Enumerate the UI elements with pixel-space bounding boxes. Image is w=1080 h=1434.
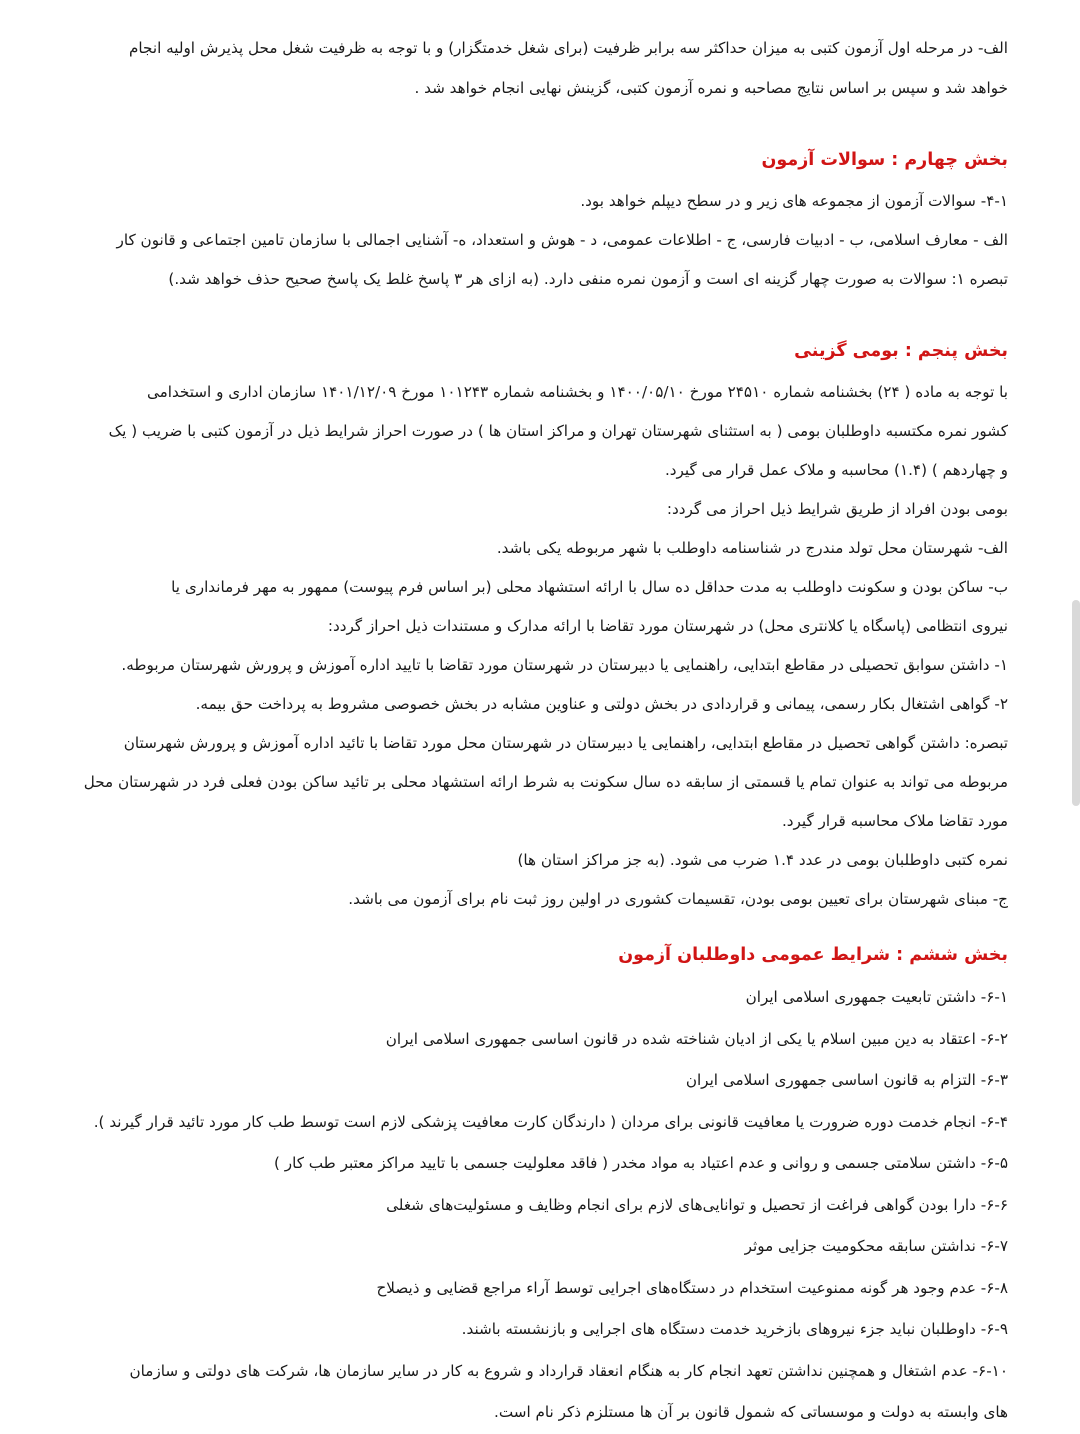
section6-item: ۶-۷- نداشتن سابقه محکومیت جزایی موثر <box>744 1237 1008 1255</box>
section5-line: نیروی انتظامی (پاسگاه یا کلانتری محل) در شهرستان مورد تقاضا با ارائه مدارک و مستندات ذیل احراز گردد: <box>327 617 1008 635</box>
section6-heading: بخش ششم : شرایط عمومی داوطلبان آزمون <box>618 945 1008 965</box>
section5-line: مربوطه می تواند به عنوان تمام یا قسمتی از سابقه ده سال سکونت به شرط ارائه استشهاد محلی بر تائید ساکن بودن فعلی فرد در شهرستان محل <box>83 773 1008 791</box>
section5-line: با توجه به ماده ( ۲۴) بخشنامه شماره ۲۴۵۱۰ مورخ ۱۴۰۰/۰۵/۱۰ و بخشنامه شماره ۱۰۱۲۴۳ مورخ ۱۴۰۱/۱۲/۰۹ سازمان اداری و استخدامی <box>146 383 1008 401</box>
section4-line: ۴-۱- سوالات آزمون از مجموعه های زیر و در سطح دیپلم خواهد بود. <box>580 192 1008 210</box>
section6-item: ۶-۹- داوطلبان نباید جزء نیروهای بازخرید خدمت دستگاه های اجرایی و بازنشسته باشند. <box>461 1320 1008 1338</box>
section6-item: ۶-۸- عدم وجود هر گونه ممنوعیت استخدام در دستگاه‌های اجرایی توسط آراء مراجع قضایی و ذیصلاح <box>376 1278 1008 1297</box>
section5-line: ب- ساکن بودن و سکونت داوطلب به مدت حداقل ده سال با ارائه استشهاد محلی (بر اساس فرم پیوست) ممهور به مهر فرمانداری یا <box>171 578 1008 596</box>
section5-line: نمره کتبی داوطلبان بومی در عدد ۱.۴ ضرب می شود. (به جز مراکز استان ها) <box>517 851 1008 869</box>
section4-line: تبصره ۱: سوالات به صورت چهار گزینه ای است و آزمون نمره منفی دارد. (به ازای هر ۳ پاسخ غلط یک پاسخ صحیح حذف خواهد شد.) <box>168 270 1008 288</box>
section4-heading: بخش چهارم : سوالات آزمون <box>761 150 1008 170</box>
section6-item: ۶-۳- التزام به قانون اساسی جمهوری اسلامی ایران <box>685 1071 1008 1089</box>
section4-line: الف - معارف اسلامی، ب - ادبیات فارسی، ج - اطلاعات عمومی، د - هوش و استعداد، ه- آشنایی اجمالی با سازمان تامین اجتماعی و قانون کار <box>116 231 1008 249</box>
section6-item: ۶-۵- داشتن سلامتی جسمی و روانی و عدم اعتیاد به مواد مخدر ( فاقد معلولیت جسمی با تایید مراکز معتبر طب کار ) <box>273 1154 1008 1172</box>
section5-line: بومی بودن افراد از طریق شرایط ذیل احراز می گردد: <box>666 500 1008 518</box>
section6-item: ۶-۴- انجام خدمت دوره ضرورت یا معافیت قانونی برای مردان ( دارندگان کارت معافیت پزشکی لازم است توسط طب کار مورد تائید قرار گیرند ). <box>93 1112 1008 1131</box>
section5-line: و چهاردهم ) (۱.۴) محاسبه و ملاک عمل قرار می گیرد. <box>664 461 1008 479</box>
section5-line: ۲- گواهی اشتغال بکار رسمی، پیمانی و قراردادی در بخش دولتی و عناوین مشابه در بخش خصوصی مشروط به پرداخت حق بیمه. <box>195 695 1008 713</box>
section5-line: تبصره: داشتن گواهی تحصیل در مقاطع ابتدایی، راهنمایی یا دبیرستان در شهرستان محل مورد تقاضا با تائید اداره آموزش و پرورش شهرستان <box>123 734 1008 752</box>
section6-item: ۶-۶- دارا بودن گواهی فراغت از تحصیل و توانایی‌های لازم برای انجام وظایف و مسئولیت‌های شغلی <box>386 1195 1008 1214</box>
section5-line: مورد تقاضا ملاک محاسبه قرار گیرد. <box>781 812 1008 830</box>
section6-item: ۶-۱- داشتن تابعیت جمهوری اسلامی ایران <box>745 988 1008 1006</box>
section6-item: ۶-۲- اعتقاد به دین مبین اسلام یا یکی از ادیان شناخته شده در قانون اساسی جمهوری اسلامی ایران <box>385 1029 1008 1048</box>
section6-item: ۶-۱۰- عدم اشتغال و همچنین نداشتن تعهد انجام کار به هنگام انعقاد قرارداد و شروع به کار در سایر سازمان ها، شرکت های دولتی و سازمان <box>129 1361 1008 1380</box>
section5-line: ۱- داشتن سوابق تحصیلی در مقاطع ابتدایی، راهنمایی یا دبیرستان در شهرستان مورد تقاضا با تایید اداره آموزش و پرورش شهرستان مربوطه. <box>121 656 1008 674</box>
intro-alef-line: الف- در مرحله اول آزمون کتبی به میزان حداکثر سه برابر ظرفیت (برای شغل خدمتگزار) و با توجه به ظرفیت شغل محل پذیرش اولیه انجام <box>129 39 1008 57</box>
section5-line: کشور نمره مکتسبه داوطلبان بومی ( به استثنای شهرستان تهران و مراکز استان ها ) در صورت احراز شرایط ذیل در آزمون کتبی با ضریب ( یک <box>108 422 1008 440</box>
section5-line: ج- مبنای شهرستان برای تعیین بومی بودن، تقسیمات کشوری در اولین روز ثبت نام برای آزمون می باشد. <box>348 890 1008 908</box>
section5-line: الف- شهرستان محل تولد مندرج در شناسنامه داوطلب با شهر مربوطه یکی باشد. <box>496 539 1008 557</box>
section5-heading: بخش پنجم : بومی گزینی <box>794 341 1008 361</box>
scrollbar-thumb[interactable] <box>1072 600 1080 806</box>
intro-alef-line: خواهد شد و سپس بر اساس نتایج مصاحبه و نمره آزمون کتبی، گزینش نهایی انجام خواهد شد . <box>414 79 1008 97</box>
section6-item: های وابسته به دولت و موسساتی که شمول قانون بر آن ها مستلزم ذکر نام است. <box>494 1403 1008 1421</box>
